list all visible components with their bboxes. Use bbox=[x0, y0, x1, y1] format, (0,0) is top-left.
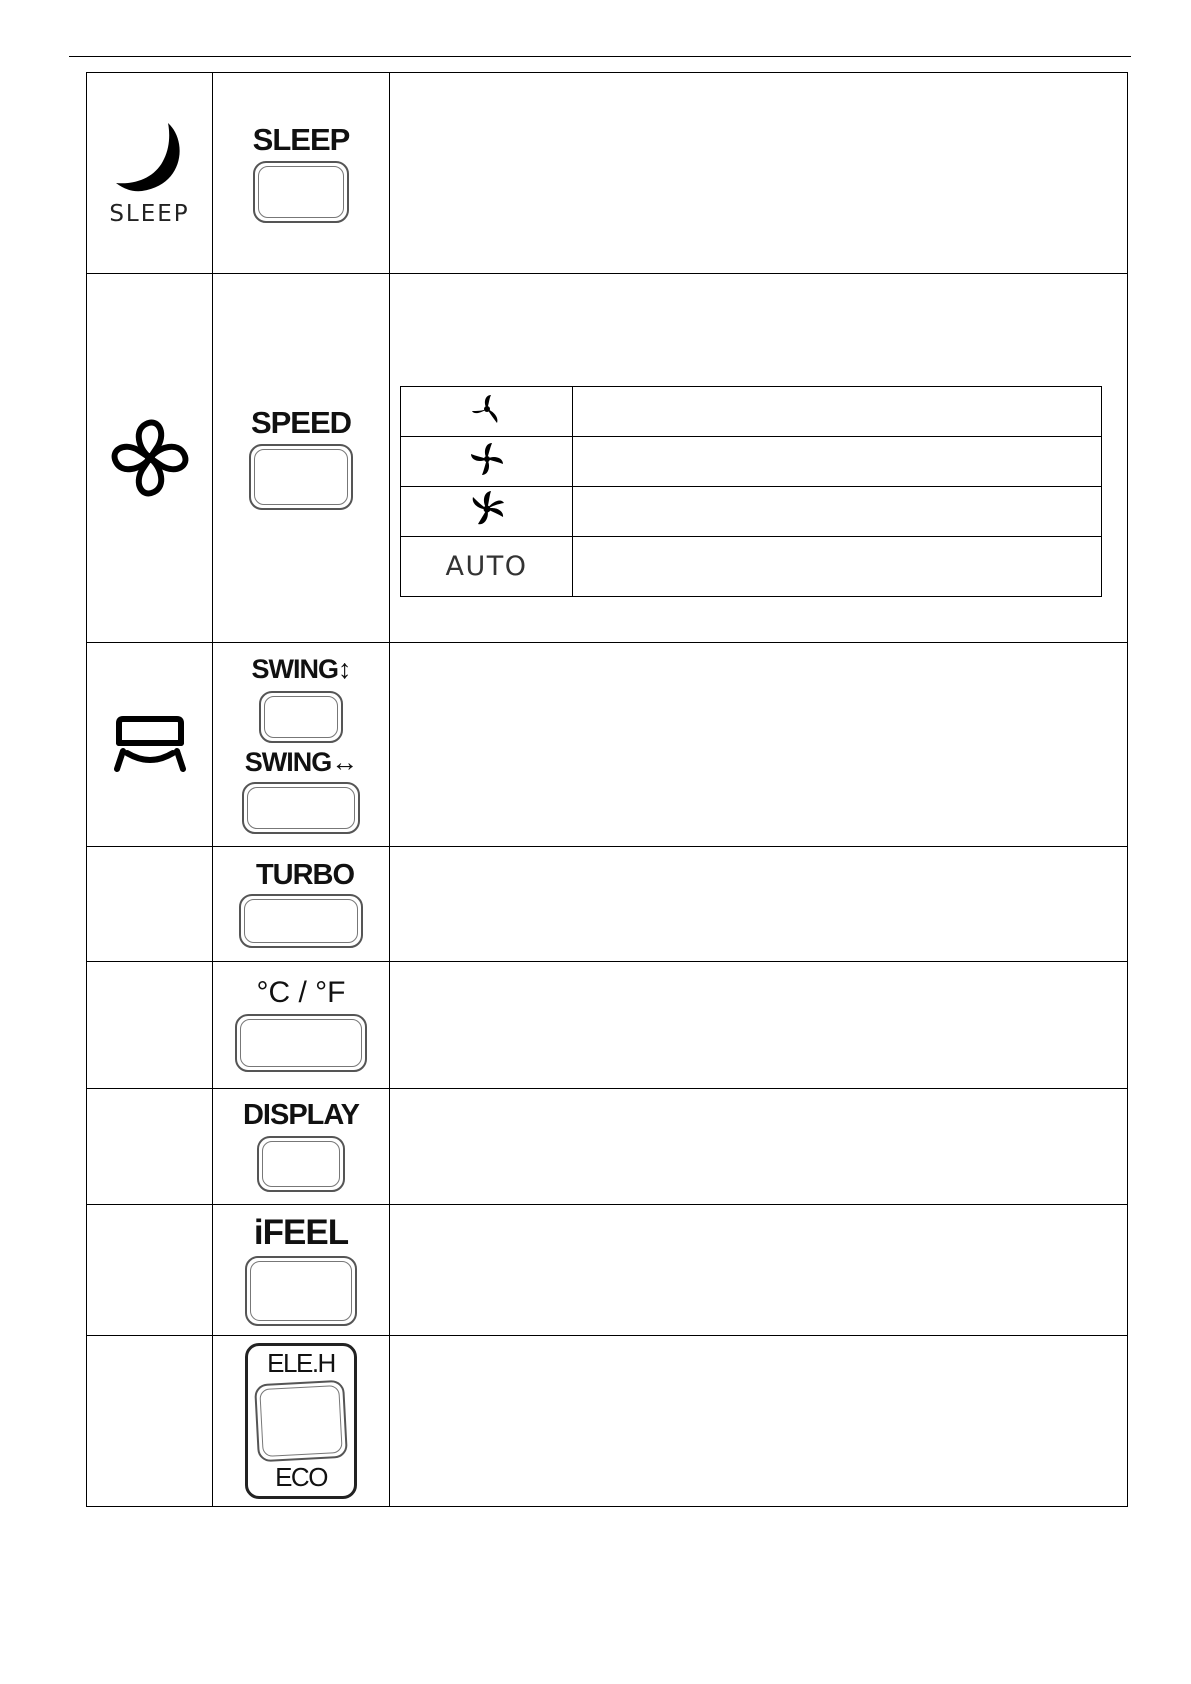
fan-high-icon bbox=[467, 489, 507, 529]
table-row-sleep bbox=[87, 73, 1127, 274]
swing-vertical-button[interactable] bbox=[259, 691, 343, 743]
louver-swing-icon bbox=[113, 715, 187, 775]
button-cell bbox=[213, 73, 390, 273]
button-cell bbox=[213, 962, 390, 1088]
sleep-display-label: SLEEP bbox=[109, 201, 190, 227]
button-cell bbox=[213, 1205, 390, 1335]
display-icon-cell bbox=[87, 1089, 213, 1204]
display-icon-cell bbox=[87, 847, 213, 961]
fan-medium-icon bbox=[467, 439, 507, 479]
button-cell bbox=[213, 274, 390, 642]
swing-horizontal-button[interactable] bbox=[242, 782, 360, 834]
table-row-temp-unit bbox=[87, 962, 1127, 1089]
ele-eco-button-frame bbox=[245, 1343, 357, 1499]
fan-speed-description-cell bbox=[573, 537, 1102, 597]
table-row-swing bbox=[87, 643, 1127, 847]
description-cell bbox=[390, 274, 1127, 642]
description-cell bbox=[390, 962, 1127, 1088]
fan-speed-auto-cell bbox=[401, 537, 573, 597]
swing-horizontal-button-label: SWING↔ bbox=[244, 746, 358, 777]
table-row-ifeel bbox=[87, 1205, 1127, 1336]
fan-speed-icon-cell bbox=[401, 387, 573, 437]
button-cell bbox=[213, 643, 390, 846]
button-cell bbox=[213, 1089, 390, 1204]
fan-speed-icon-cell bbox=[401, 437, 573, 487]
speed-button-label: SPEED bbox=[250, 404, 352, 440]
fan-speed-icon-cell bbox=[401, 487, 573, 537]
display-button-label: DISPLAY bbox=[242, 1099, 360, 1131]
button-cell bbox=[213, 1336, 390, 1506]
fan-low-icon bbox=[469, 391, 505, 427]
fan-speed-description-cell bbox=[573, 487, 1102, 537]
display-icon-cell bbox=[87, 962, 213, 1088]
fan-icon bbox=[108, 416, 192, 500]
description-cell bbox=[390, 847, 1127, 961]
turbo-button[interactable] bbox=[239, 894, 363, 948]
fan-speed-description-cell bbox=[573, 387, 1102, 437]
table-row-ele-eco bbox=[87, 1336, 1127, 1506]
speed-button[interactable] bbox=[249, 444, 353, 510]
swing-vertical-button-label: SWING↕ bbox=[251, 653, 351, 684]
display-icon-cell bbox=[87, 1336, 213, 1506]
table-row-speed bbox=[87, 274, 1127, 643]
ele-h-button-label: ELE.H bbox=[267, 1348, 335, 1378]
button-function-table bbox=[86, 72, 1128, 1507]
table-row bbox=[401, 387, 1102, 437]
description-cell bbox=[390, 643, 1127, 846]
description-cell bbox=[390, 73, 1127, 273]
description-cell bbox=[390, 1089, 1127, 1204]
table-row-display bbox=[87, 1089, 1127, 1205]
ele-eco-button[interactable] bbox=[254, 1380, 348, 1463]
display-icon-cell bbox=[87, 274, 213, 642]
table-row bbox=[401, 487, 1102, 537]
fan-speed-description-cell bbox=[573, 437, 1102, 487]
display-icon-cell bbox=[87, 73, 213, 273]
temp-unit-button[interactable] bbox=[235, 1014, 367, 1072]
display-button[interactable] bbox=[257, 1136, 345, 1192]
eco-button-label: ECO bbox=[275, 1462, 327, 1492]
moon-icon bbox=[110, 119, 190, 197]
button-cell bbox=[213, 847, 390, 961]
description-cell bbox=[390, 1336, 1127, 1506]
fan-speed-table bbox=[400, 386, 1102, 597]
sleep-button-label: SLEEP bbox=[252, 121, 350, 157]
table-row bbox=[401, 437, 1102, 487]
description-cell bbox=[390, 1205, 1127, 1335]
temp-unit-button-label: °C / °F bbox=[256, 976, 346, 1009]
header-rule bbox=[69, 56, 1131, 57]
display-icon-cell bbox=[87, 1205, 213, 1335]
ifeel-button[interactable] bbox=[245, 1256, 357, 1326]
table-row bbox=[401, 537, 1102, 597]
display-icon-cell bbox=[87, 643, 213, 846]
table-row-turbo bbox=[87, 847, 1127, 962]
auto-label: AUTO bbox=[445, 551, 528, 582]
sleep-button[interactable] bbox=[253, 161, 349, 223]
turbo-button-label: TURBO bbox=[255, 858, 355, 891]
ifeel-button-label: iFEEL bbox=[253, 1212, 349, 1252]
